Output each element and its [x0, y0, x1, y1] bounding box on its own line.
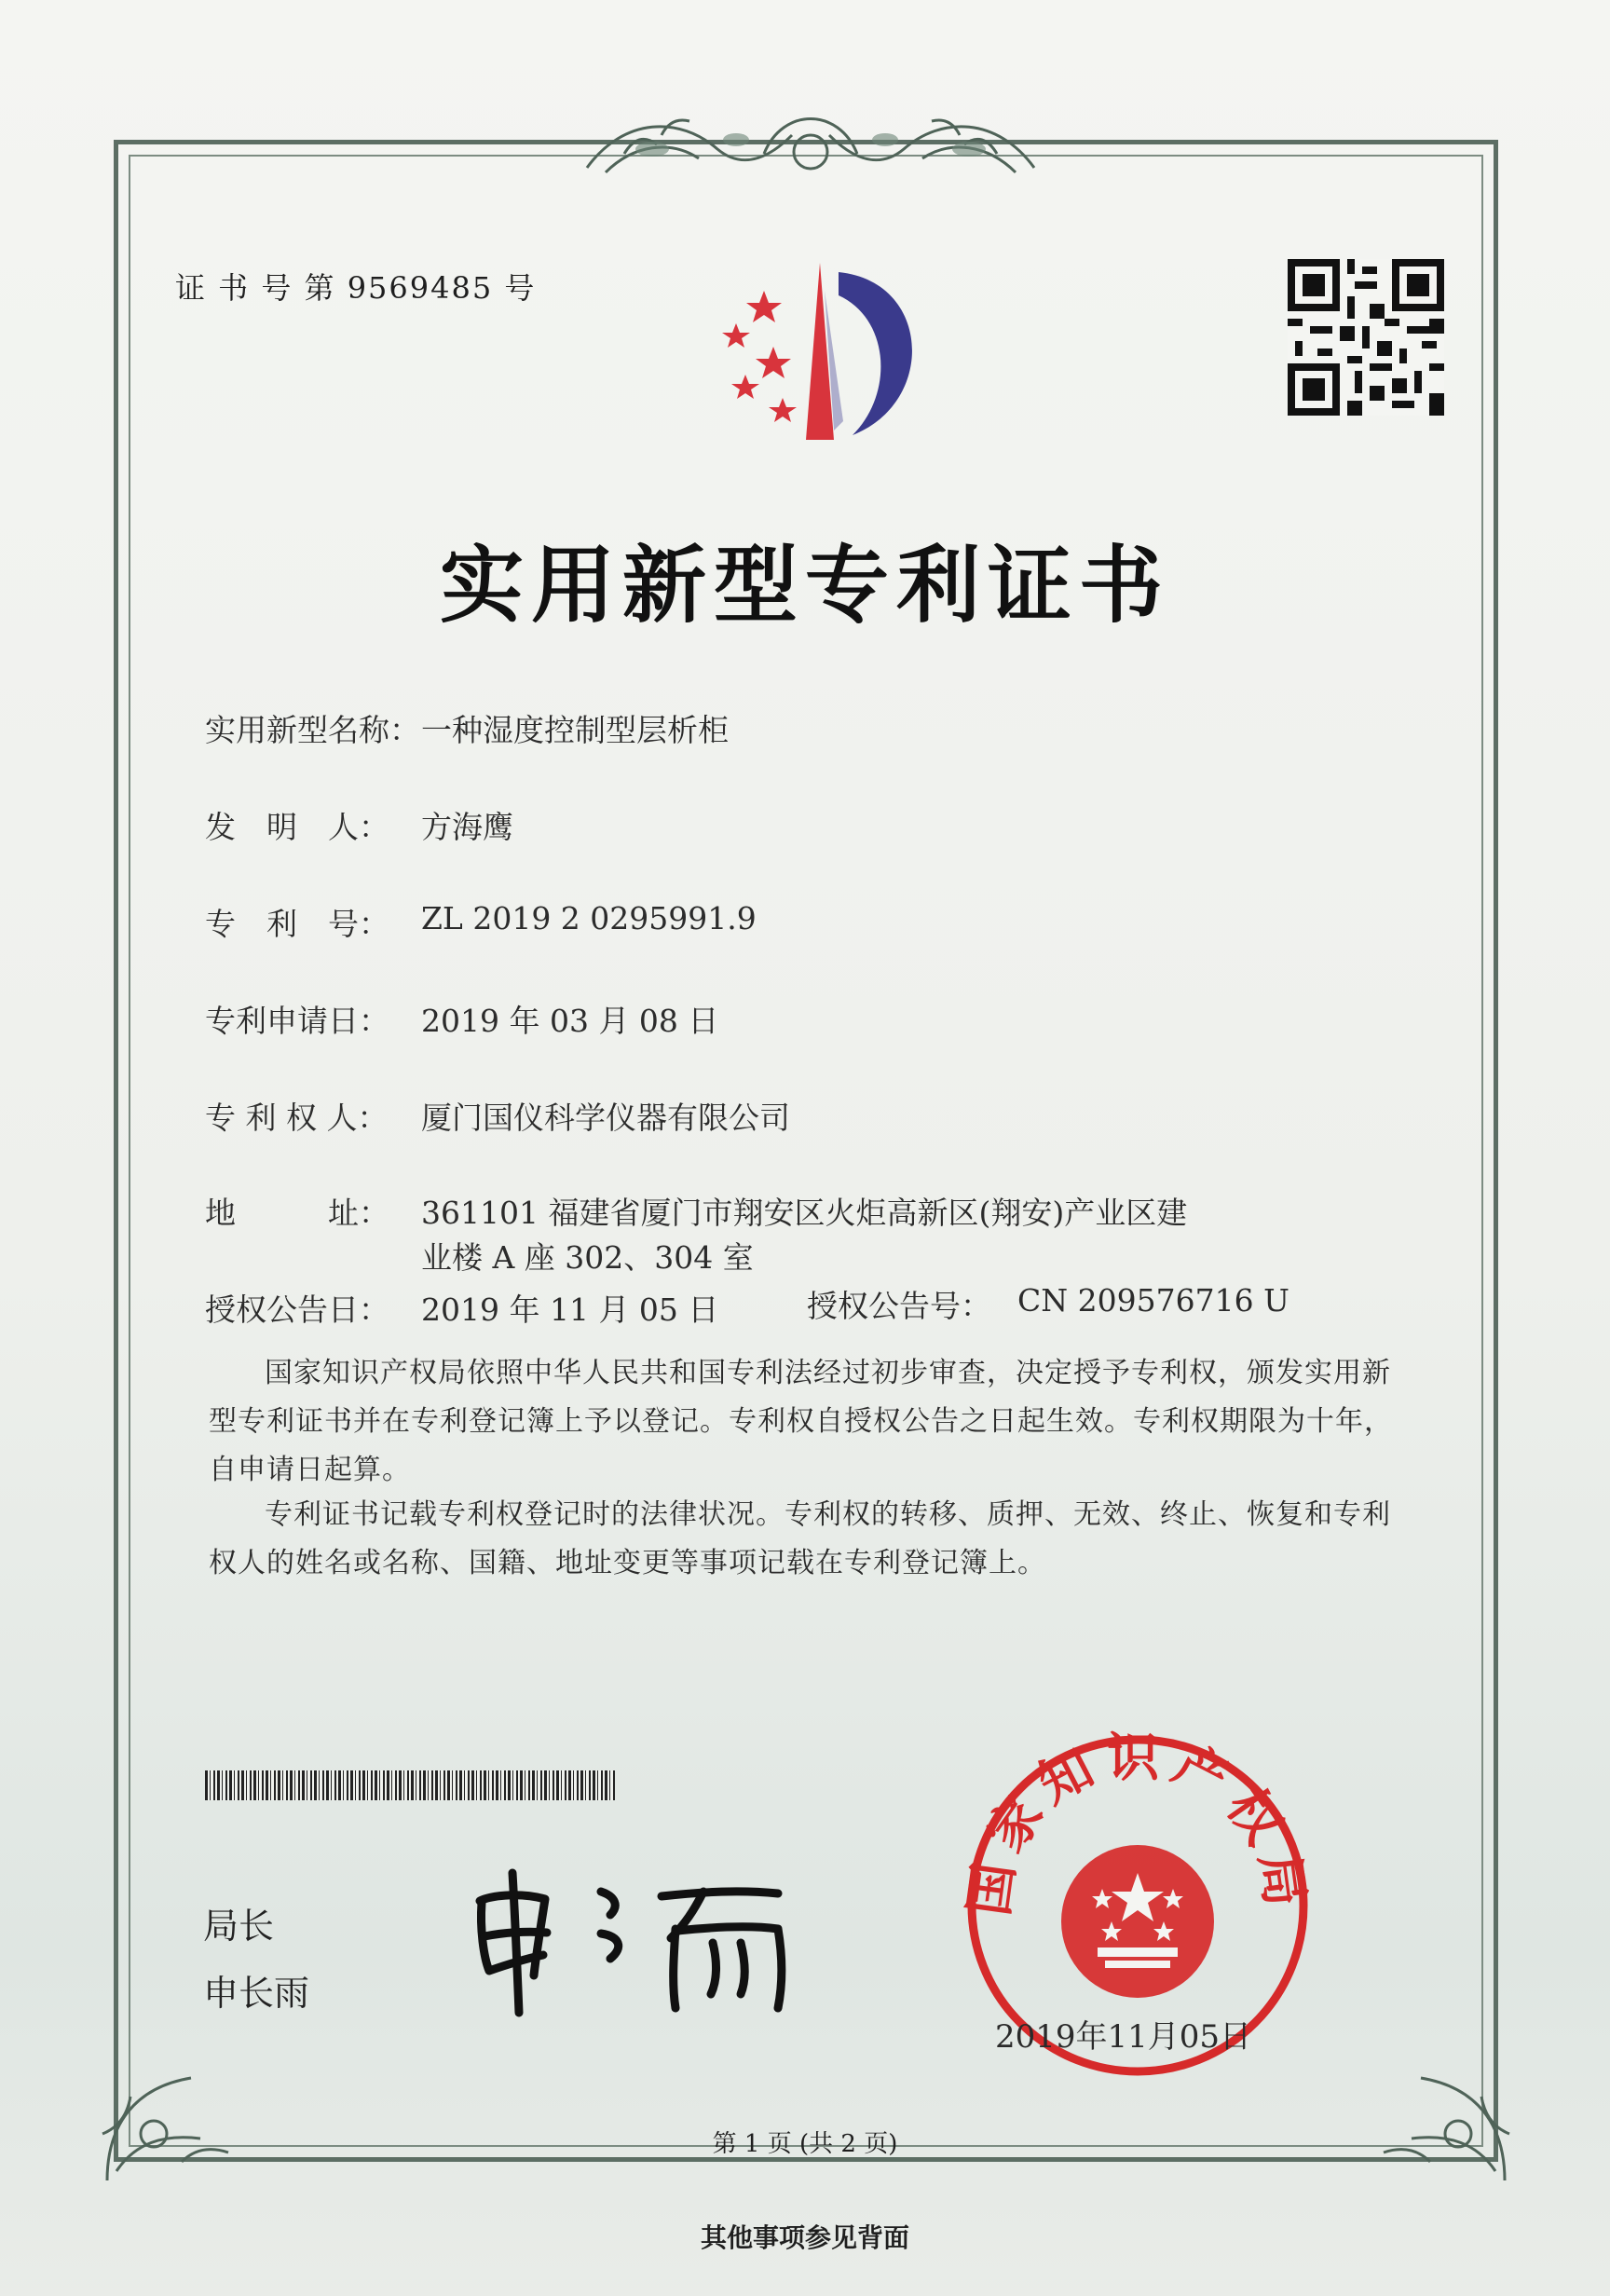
qr-code-icon [1288, 259, 1444, 416]
director-title: 局长 [203, 1906, 275, 1947]
address-line-2: 业楼 A 座 302、304 室 [421, 1239, 754, 1276]
svg-text:国家知识产权局: 国家知识产权局 [959, 1728, 1317, 1920]
patent-number-label: 专 利 号： [205, 906, 389, 942]
inventor-value: 方海鹰 [421, 809, 513, 845]
page-number: 第 1 页 (共 2 页) [712, 2130, 898, 2158]
inventor-label: 发 明 人： [205, 809, 389, 845]
patent-number-value: ZL 2019 2 0295991.9 [421, 900, 757, 936]
bottom-right-ornament [1356, 2022, 1523, 2190]
grant-number-value: CN 209576716 U [1017, 1282, 1289, 1319]
grant-date-value: 2019 年 11 月 05 日 [421, 1292, 719, 1328]
body-paragraph-1: 国家知识产权局依照中华人民共和国专利法经过初步审查，决定授予专利权，颁发实用新型专利证书并在专利登记簿上予以登记。专利权自授权公告之日起生效。专利权期限为十年，自申请日起算。 [209, 1357, 1393, 1486]
filing-date-label: 专利申请日： [205, 1003, 389, 1039]
patent-office-emblem [694, 253, 936, 444]
address-line-1: 361101 福建省厦门市翔安区火炬高新区(翔安)产业区建 [421, 1195, 1188, 1231]
certificate-title: 实用新型专利证书 [440, 536, 1170, 635]
name-value: 一种湿度控制型层析柜 [421, 712, 729, 748]
name-label: 实用新型名称： [205, 712, 420, 748]
director-signature [461, 1854, 815, 2022]
address-label: 地 址： [205, 1195, 389, 1231]
certificate-number: 证 书 号 第 9569485 号 [175, 270, 537, 306]
top-ornament [568, 98, 1053, 200]
owner-value: 厦门国仪科学仪器有限公司 [421, 1100, 790, 1136]
bottom-left-ornament [89, 2022, 256, 2190]
barcode [205, 1770, 615, 1800]
owner-label: 专 利 权 人： [205, 1100, 389, 1136]
seal-date: 2019年11月05日 [995, 2018, 1252, 2056]
filing-date-value: 2019 年 03 月 08 日 [421, 1003, 719, 1039]
body-paragraph-2: 专利证书记载专利权登记时的法律状况。专利权的转移、质押、无效、终止、恢复和专利权人的姓名或名称、国籍、地址变更等事项记载在专利登记簿上。 [209, 1498, 1391, 1579]
grant-date-label: 授权公告日： [205, 1292, 389, 1328]
grant-number-label: 授权公告号： [807, 1288, 991, 1324]
footer-note: 其他事项参见背面 [700, 2222, 909, 2253]
director-name: 申长雨 [203, 1973, 310, 2014]
